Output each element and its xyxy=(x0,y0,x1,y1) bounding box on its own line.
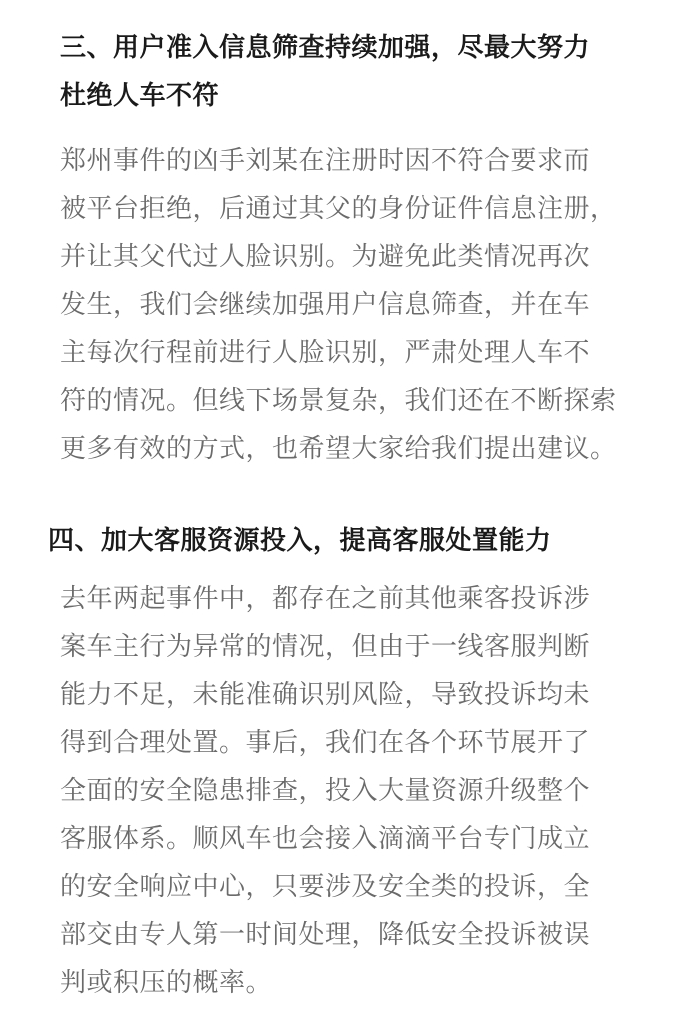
paragraph-line: 的安全响应中心，只要涉及安全类的投诉，全 xyxy=(60,872,591,902)
heading-line: 杜绝人车不符 xyxy=(60,81,220,111)
paragraph-line: 符的情况。但线下场景复杂，我们还在不断探索 xyxy=(60,386,617,416)
paragraph-line: 客服体系。顺风车也会接入滴滴平台专门成立 xyxy=(60,824,591,854)
paragraph-line: 被平台拒绝，后通过其父的身份证件信息注册， xyxy=(60,194,617,224)
paragraph-line: 更多有效的方式，也希望大家给我们提出建议。 xyxy=(60,434,617,464)
paragraph-line: 案车主行为异常的情况，但由于一线客服判断 xyxy=(60,632,591,662)
section-3-paragraph xyxy=(60,137,650,473)
section-4-heading xyxy=(48,517,648,565)
paragraph-line: 发生，我们会继续加强用户信息筛查，并在车 xyxy=(60,290,591,320)
paragraph-line: 部交由专人第一时间处理，降低安全投诉被误 xyxy=(60,920,591,950)
paragraph-line: 全面的安全隐患排查，投入大量资源升级整个 xyxy=(60,776,591,806)
paragraph-line: 郑州事件的凶手刘某在注册时因不符合要求而 xyxy=(60,146,591,176)
paragraph-line: 得到合理处置。事后，我们在各个环节展开了 xyxy=(60,728,591,758)
heading-line: 四、加大客服资源投入，提高客服处置能力 xyxy=(48,526,552,556)
heading-line: 三、用户准入信息筛查持续加强，尽最大努力 xyxy=(60,33,591,63)
section-3-heading xyxy=(60,24,650,120)
paragraph-line: 能力不足，未能准确识别风险，导致投诉均未 xyxy=(60,680,591,710)
paragraph-line: 去年两起事件中，都存在之前其他乘客投诉涉 xyxy=(60,584,591,614)
section-4-paragraph xyxy=(60,575,650,1007)
paragraph-line: 主每次行程前进行人脸识别，严肃处理人车不 xyxy=(60,338,591,368)
paragraph-line: 判或积压的概率。 xyxy=(60,968,273,998)
paragraph-line: 并让其父代过人脸识别。为避免此类情况再次 xyxy=(60,242,591,272)
